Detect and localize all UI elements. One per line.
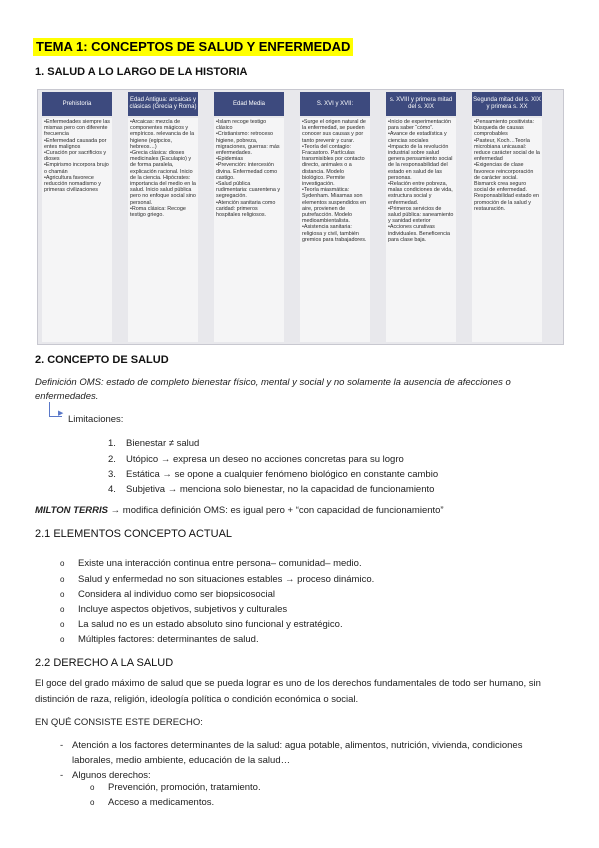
list-item: - Algunos derechos: [60,770,151,781]
list-item: 4. Subjetiva → menciona solo bienestar, no la capacidad de funcionamiento [108,484,435,495]
section-heading-concept: 2. CONCEPTO DE SALUD [35,354,169,366]
arrow-head-icon: ▶ [58,410,64,417]
list-item: - Atención a los factores determinantes de la salud: agua potable, alimentos, nutrición, vivienda, condiciones laborales, medio ambiente, educación de la salud… [60,740,523,766]
history-column [214,90,284,344]
list-item: o La salud no es un estado absoluto sino funcional y estratégico. [60,619,343,630]
list-item: 3. Estática → se opone a cualquier fenómeno biológico en constante cambio [108,469,439,480]
terris-note: MILTON TERRIS → modifica definición OMS: es igual pero + “con capacidad de funcionamiento” [35,505,444,516]
list-item: o Prevención, promoción, tratamiento. [90,782,261,793]
history-table-image [37,89,564,345]
terris-name: MILTON TERRIS [35,505,109,516]
history-column-body: •Enfermedades siempre las mismas pero con diferente frecuencia •Enfermedad causada por entes malignos •Curación por sacrificios y dioses •Empirismo incorpora brujo o chamán •Agricultura favorece reducción nomadismo y primeras civilizaciones [42,118,112,342]
limitations-label: Limitaciones: [68,414,124,425]
consists-label: EN QUÉ CONSISTE ESTE DERECHO: [35,717,203,728]
history-column-header: Prehistoria [42,92,112,116]
list-item: o Múltiples factores: determinantes de salud. [60,634,259,645]
history-column [128,90,198,344]
section-heading-history: 1. SALUD A LO LARGO DE LA HISTORIA [35,66,248,78]
history-column-header: S. XVI y XVII: [300,92,370,116]
section-heading-elements: 2.1 ELEMENTOS CONCEPTO ACTUAL [35,528,233,540]
history-column-body: •Islam recoge testigo clásico •Cristianismo: retroceso higiene, pobreza, migraciones, guerras: más enfermedades. •Epidemias •Prevención: intercesión divina. Enfermedad como castigo. •Salud pública rudimentaria: cuarentena y segregación. •Atención sanitaria como caridad: primeros hospitales religiosos. [214,118,284,342]
list-item: o Acceso a medicamentos. [90,797,215,808]
who-definition: Definición OMS: estado de completo bienestar físico, mental y social y no solamente la ausencia de afecciones o enfermedades. [35,377,511,402]
document-title: TEMA 1: CONCEPTOS DE SALUD Y ENFERMEDAD [33,38,353,56]
history-column-body: •Arcaicas: mezcla de componentes mágicos y empíricos. relevancia de la higiene (egipcios, hebreos…) •Grecia clásica: dioses medicinales (Esculapio) y de forma paralela, explicación racional. Inicio de la ciencia. Hipócrates: importancia del medio en la salud. Inicio salud pública pero no enfoque social sino personal. •Roma clásica: Recoge testigo griego. [128,118,198,342]
history-column-header: Segunda mitad del s. XIX y primera s. XX [472,92,542,116]
list-item: o Salud y enfermedad no son situaciones estables → proceso dinámico. [60,574,375,585]
right-paragraph: El goce del grado máximo de salud que se pueda lograr es uno de los derechos fundamentales de todo ser humano, sin distinción de raza, religión, ideología política o condición económica o social. [35,678,541,705]
history-column-header: s. XVIII y primera mitad del s. XIX [386,92,456,116]
history-column-body: •Inicio de experimentación para saber “cómo”. •Avance de estadística y ciencias sociales •Impacto de la revolución industrial sobre salud genera pensamiento social de la responsabilidad del estado en salud de las personas. •Relación entre pobreza, malas condiciones de vida, estructura social y enfermedad. •Primeros servicios de salud pública: saneamiento y sanidad exterior •Acciones curativas individuales. Beneficencia para clase baja. [386,118,456,342]
list-item: 1. Bienestar ≠ salud [108,438,200,449]
list-item: o Considera al individuo como ser biopsicosocial [60,589,275,600]
history-column-body: •Pensamiento positivista: búsqueda de causas comprobables •Pasteur, Koch…Teoría microbiana unicausal: reduce carácter social de la enfermedad •Exigencias de clase favorece reincorporación de carácter social. Bismarck crea seguro social de enfermedad. Responsabilidad estado en promoción de la salud y restauración. [472,118,542,342]
history-column-header: Edad Antigua: arcaicas y clásicas (Grecia y Roma) [128,92,198,116]
list-item: o Existe una interacción continua entre persona– comunidad– medio. [60,558,362,569]
history-column [42,90,112,344]
history-column-body: •Surge el origen natural de la enfermedad, se pueden conocer sus causas y por tanto prevenir y curar. •Teoría del contagio: Fracastoro. Partículas transmisibles por contacto directo, animales o a distancia. Modelo biológico. Permite investigación. •Teoría miasmática: Sydenham. Miasmas son elementos suspendidos en aire, provienen de putrefacción. Modelo medioambientalista. •Asistencia sanitaria: religiosa y civil, también gremios para trabajadores. [300,118,370,342]
history-column [472,90,542,344]
history-column [386,90,456,344]
list-item: o Incluye aspectos objetivos, subjetivos y culturales [60,604,288,615]
history-column-header: Edad Media [214,92,284,116]
list-item: 2. Utópico → expresa un deseo no acciones concretas para su logro [108,454,404,465]
history-column [300,90,370,344]
section-heading-right: 2.2 DERECHO A LA SALUD [35,657,174,669]
